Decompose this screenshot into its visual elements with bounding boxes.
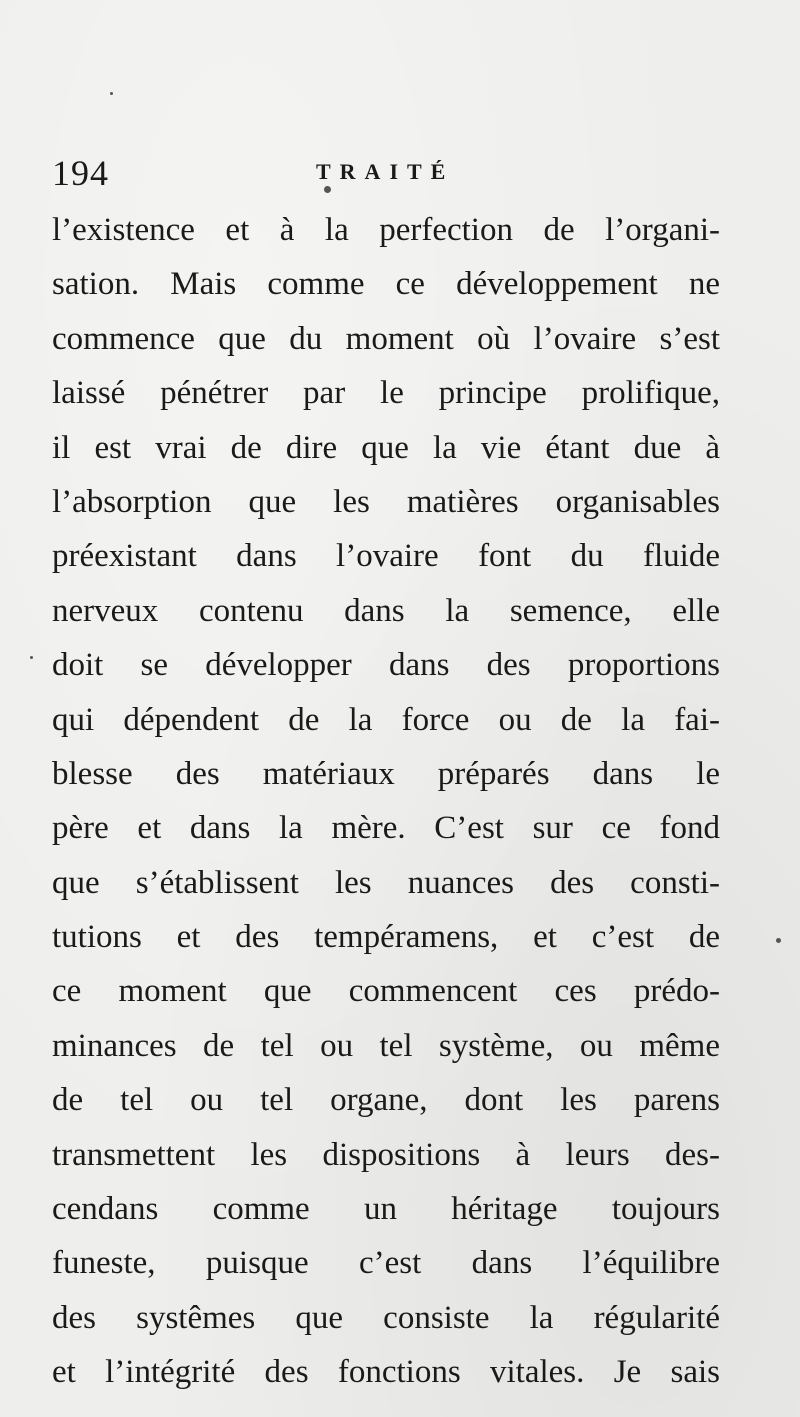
page-header xyxy=(52,148,732,198)
text-line: qui dépendent de la force ou de la fai- xyxy=(52,701,720,738)
running-title: TRAITÉ xyxy=(316,159,455,184)
text-line: père et dans la mère. C’est sur ce fond xyxy=(52,810,720,847)
text-line: des systêmes que consiste la régularité xyxy=(52,1299,720,1336)
text-line: ce moment que commencent ces prédo- xyxy=(52,973,720,1010)
text-line: funeste, puisque c’est dans l’équilibre xyxy=(52,1245,720,1282)
text-line: que s’établissent les nuances des consti- xyxy=(52,864,720,901)
text-line: et l’intégrité des fonctions vitales. Je sais xyxy=(52,1354,720,1391)
text-line: sation. Mais comme ce développement ne xyxy=(52,266,720,303)
text-line: de tel ou tel organe, dont les parens xyxy=(52,1082,720,1119)
text-line: commence que du moment où l’ovaire s’est xyxy=(52,320,720,357)
text-line: cendans comme un héritage toujours xyxy=(52,1191,720,1228)
text-line: l’absorption que les matières organisables xyxy=(52,483,720,520)
ink-speck xyxy=(324,186,331,193)
ink-speck xyxy=(30,656,33,659)
text-line: préexistant dans l’ovaire font du fluide xyxy=(52,538,720,575)
text-line: blesse des matériaux préparés dans le xyxy=(52,755,720,792)
text-line: minances de tel ou tel système, ou même xyxy=(52,1027,720,1064)
text-line: nerveux contenu dans la semence, elle xyxy=(52,592,720,629)
text-line: il est vrai de dire que la vie étant due à xyxy=(52,429,720,466)
body-text xyxy=(52,203,720,1400)
text-line: transmettent les dispositions à leurs des- xyxy=(52,1136,720,1173)
text-line: l’existence et à la perfection de l’organi- xyxy=(52,212,720,248)
ink-speck xyxy=(110,92,113,95)
ink-speck xyxy=(776,938,781,943)
text-line: tutions et des tempéramens, et c’est de xyxy=(52,919,720,956)
text-line: doit se développer dans des proportions xyxy=(52,647,720,684)
text-line: laissé pénétrer par le principe prolifique, xyxy=(52,375,720,412)
page-number: 194 xyxy=(52,153,109,193)
